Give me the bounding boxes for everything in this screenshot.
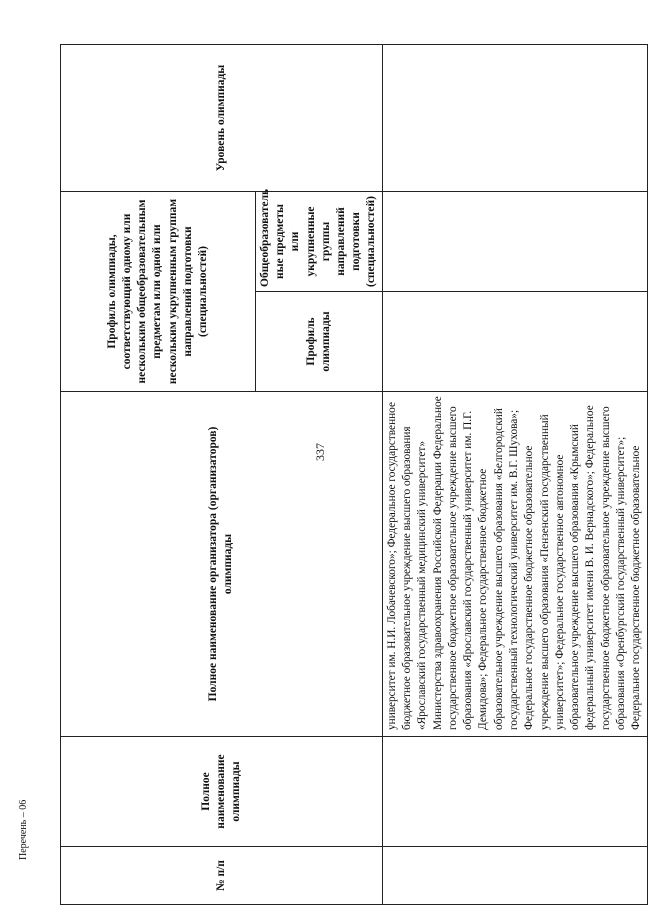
header-level: Уровень олимпиады xyxy=(61,45,383,192)
page-number: 337 xyxy=(313,443,327,461)
row-number xyxy=(382,847,647,905)
row-level xyxy=(382,45,647,192)
olympiad-table xyxy=(60,44,648,905)
header-olympiad-name: Полное наименование олимпиады xyxy=(61,737,383,847)
header-number: № п/п xyxy=(61,847,383,905)
header-profile-group: Профиль олимпиады, соответствующий одному или нескольким общеобразовательным предметам или одной или нескольким укрупненным группам направлений подготовки (специальностей) xyxy=(61,192,256,392)
header-organizer: Полное наименование организатора (организаторов) олимпиады xyxy=(61,392,383,737)
row-profile xyxy=(382,292,647,392)
olympiad-table-container xyxy=(60,45,643,905)
row-olympiad-name xyxy=(382,737,647,847)
row-general-subjects xyxy=(382,192,647,292)
header-general-subjects: Общеобразователь ные предметы или укрупненные группы направлений подготовки (специальностей) xyxy=(256,192,383,292)
header-profile: Профиль олимпиады xyxy=(256,292,383,392)
footer-note: Перечень – 06 xyxy=(18,799,29,860)
row-organizer: университет им. Н.И. Лобачевского»; Федеральное государственное бюджетное образовательное учреждение высшего образования «Ярославский государственный медицинский университет» Министерства здравоохранения Российской Федерации Федеральное государственное бюджетное образовательное учреждение высшего образования «Ярославский государственный университет им. П.Г. Демидова»; Федеральное государственное бюджетное образовательное учреждение высшего образования «Белгородский государственный технологический университет им. В.Г. Шухова»; Федеральное государственное бюджетное образовательное учреждение высшего образования «Пензенский государственный университет»; Федеральное государственное автономное образовательное учреждение высшего образования «Крымский федеральный университет имени В. И. Вернадского»; Федеральное государственное бюджетное образовательное учреждение высшего образования «Оренбургский государственный университет»; Федеральное государственное бюджетное образовательное xyxy=(382,392,647,737)
